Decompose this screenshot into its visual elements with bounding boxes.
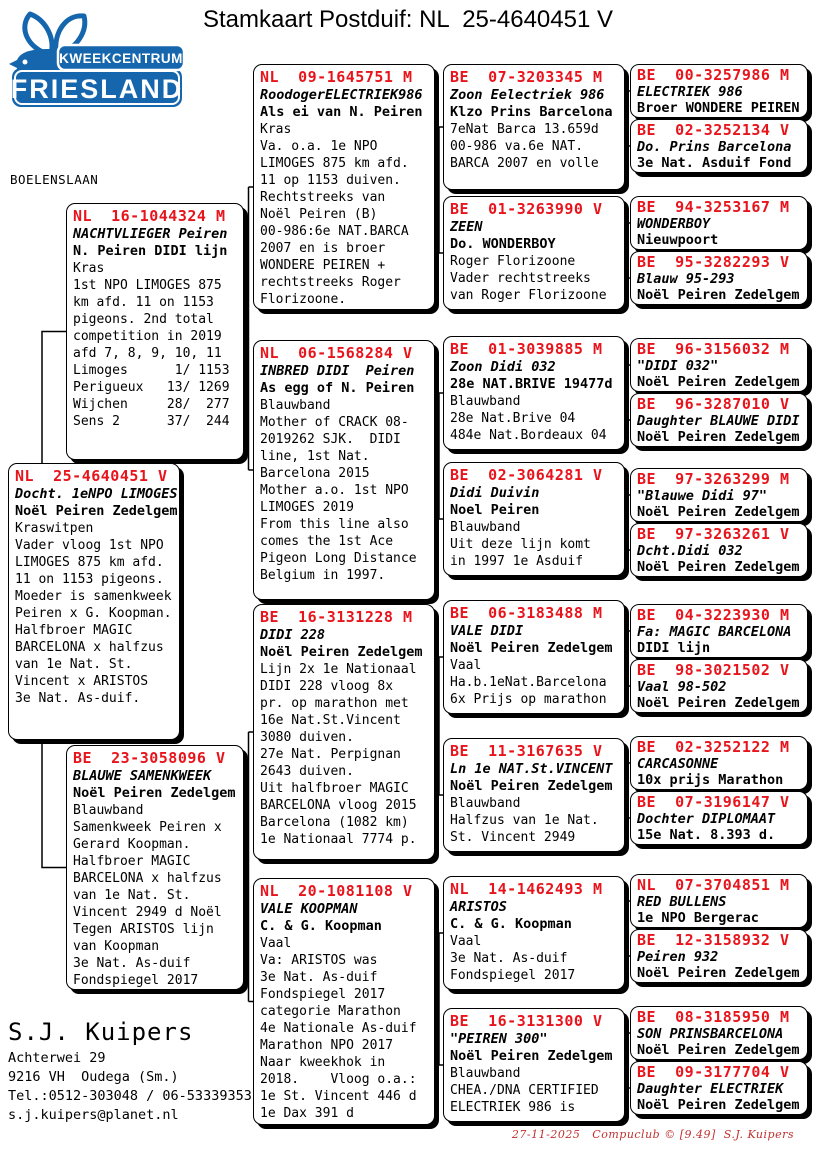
info-line: LIMOGES 875 km afd. [15,555,164,570]
pigeon-name: RED BULLENS [637,894,727,910]
pigeon-name: VALE KOOPMAN [260,901,358,917]
info-line: Halfbroer MAGIC [15,623,133,638]
info-line: Pigeon Long Distance [260,551,417,566]
ring-number: BE 01-3263990 V [450,200,603,218]
pedigree-box-g3 [253,604,435,860]
info-line: Blauwband [450,796,521,811]
info-line: Samenkweek Peiren x [73,820,222,835]
info-line: 11 op 1153 duiven. [260,173,401,188]
info-line: St. Vincent 2949 [450,830,576,845]
pedigree-box-father [66,203,244,460]
info-line: 00-986:6e NAT.BARCA [260,224,409,239]
pedigree-box-ggg9 [630,604,808,658]
pigeon-owner: Noël Peiren Zedelgem [637,429,800,445]
pigeon-name: Blauw 95-293 [637,271,735,287]
pigeon-owner: N. Peiren DIDI lijn [73,243,228,259]
info-line: van Koopman [73,939,160,954]
info-line: Noël Peiren (B) [260,207,378,222]
pigeon-name: CARCASONNE [637,756,719,772]
ring-number: BE 07-3203345 M [450,68,603,86]
ring-number: BE 06-3183488 M [450,604,603,622]
pigeon-owner: Broer WONDERE PEIREN [637,100,800,116]
pedigree-box-ggg6 [630,393,808,447]
ring-number: BE 23-3058096 V [73,749,226,767]
ring-number: BE 98-3021502 V [637,661,790,679]
info-line: in 1997 1e Asduif [450,554,584,569]
pedigree-box-gg1 [443,64,625,190]
info-line: Blauwband [260,398,331,413]
ring-number: BE 04-3223930 M [637,606,790,624]
info-line: BARCELONA x halfzus [73,871,222,886]
info-line: 3e Nat. As-duif [260,970,378,985]
info-line: Uit deze lijn komt [450,537,591,552]
ring-number: BE 02-3252122 M [637,738,790,756]
ring-number: NL 14-1462493 M [450,880,603,898]
info-line: rechtstreeks Roger [260,275,401,290]
pigeon-owner: Noël Peiren Zedelgem [73,785,236,801]
info-line: Fondspiegel 2017 [260,987,386,1002]
pigeon-name: Didi Duivin [450,485,540,501]
info-line: 6x Prijs op marathon [450,692,607,707]
info-line: Vincent x ARISTOS [15,674,149,689]
pigeon-name: BLAUWE SAMENKWEEK [73,768,212,784]
info-line: Blauwband [450,520,521,535]
ring-number: BE 16-3131300 V [450,1012,603,1030]
info-line: Kras [73,261,105,276]
pigeon-name: WONDERBOY [637,216,711,232]
pedigree-box-gg8 [443,1008,625,1122]
pigeon-name: Peiren 932 [637,949,719,965]
ring-number: NL 07-3704851 M [637,876,790,894]
pedigree-box-gg2 [443,196,625,310]
info-line: CHEA./DNA CERTIFIED [450,1083,599,1098]
pigeon-name: "DIDI 032" [637,358,719,374]
pigeon-owner: Noël Peiren Zedelgem [637,374,800,390]
pedigree-box-gg3 [443,336,625,450]
page-title: Stamkaart Postduif: NL 25-4640451 V [202,6,613,33]
pigeon-name: VALE DIDI [450,623,524,639]
info-line: pr. op marathon met [260,696,409,711]
info-line: Fondspiegel 2017 [73,973,199,988]
ring-number: BE 01-3039885 M [450,340,603,358]
pigeon-name: Do. Prins Barcelona [637,139,792,155]
info-line: 3e Nat. As-duif [73,956,191,971]
pigeon-name: ELECTRIEK 986 [637,84,743,100]
pigeon-name: SON PRINSBARCELONA [637,1026,784,1042]
info-line: Blauwband [450,394,521,409]
ring-number: BE 02-3252134 V [637,121,790,139]
info-line: Mother a.o. 1st NPO [260,483,409,498]
info-line: Limoges 1/ 1153 [73,363,230,378]
logo-friesland-label: FRIESLAND [10,74,184,104]
info-line: Vaal [450,934,482,949]
info-line: Vader vloog 1st NPO [15,538,164,553]
pedigree-box-ggg15 [630,1006,808,1060]
pigeon-owner: 28e NAT.BRIVE 19477d [450,376,613,392]
info-line: pigeons. 2nd total [73,312,214,327]
info-line: Blauwband [73,803,144,818]
pigeon-owner: Noël Peiren Zedelgem [637,1097,800,1113]
footer-credit: 27-11-2025 Compuclub © [9.49] S.J. Kuipers [511,1128,794,1141]
pedigree-box-g1 [253,64,435,310]
pigeon-name: "PEIREN 300" [450,1031,548,1047]
ring-number: NL 20-1081108 V [260,882,413,900]
info-line: Peiren x G. Koopman. [15,606,172,621]
info-line: Kraswitpen [15,521,94,536]
pigeon-owner: 3e Nat. Asduif Fond [637,155,792,171]
info-line: van 1e Nat. St. [73,888,191,903]
ring-number: NL 09-1645751 M [260,68,413,86]
info-line: BARCELONA x halfzus [15,640,164,655]
pigeon-name: Fa: MAGIC BARCELONA [637,624,792,640]
info-line: Moeder is samenkweek [15,589,172,604]
info-line: Kras [260,122,292,137]
pigeon-owner: 10x prijs Marathon [637,772,784,788]
ring-number: BE 96-3287010 V [637,395,790,413]
info-line: van 1e Nat. St. [15,657,133,672]
info-line: 2019262 SJK. DIDI [260,432,401,447]
pigeon-owner: DIDI lijn [637,640,711,656]
pigeon-owner: Do. WONDERBOY [450,236,556,252]
info-line: Ha.b.1eNat.Barcelona [450,675,607,690]
pigeon-owner: Noël Peiren Zedelgem [260,644,423,660]
pedigree-box-ggg4 [630,251,808,305]
info-line: Florizoone. [260,292,347,307]
pigeon-owner: Klzo Prins Barcelona [450,104,613,120]
owner-city-line: 9216 VH Oudega (Sm.) [8,1069,179,1085]
info-line: 28e Nat.Brive 04 [450,411,576,426]
pedigree-box-ggg5 [630,338,808,392]
pedigree-box-gg6 [443,738,625,852]
info-line: LIMOGES 875 km afd. [260,156,409,171]
info-line: Vincent 2949 d Noël [73,905,222,920]
pigeon-name: RoodogerELECTRIEK986 [260,87,423,103]
info-line: 1e St. Vincent 446 d [260,1089,417,1104]
pigeon-owner: C. & G. Koopman [450,916,572,932]
info-line: 7eNat Barca 13.659d [450,122,599,137]
info-line: 3080 duiven. [260,730,354,745]
info-line: Va: ARISTOS was [260,953,378,968]
pedigree-box-gg5 [443,600,625,714]
info-line: Vaal [450,658,482,673]
info-line: 1st NPO LIMOGES 875 [73,278,222,293]
info-line: 4e Nationale As-duif [260,1021,417,1036]
info-line: 3e Nat. As-duif. [15,691,141,706]
ring-number: BE 97-3263261 V [637,525,790,543]
pigeon-name: Docht. 1eNPO LIMOGES [15,486,178,502]
ring-number: NL 06-1568284 V [260,344,413,362]
info-line: BARCA 2007 en volle [450,156,599,171]
pigeon-name: INBRED DIDI Peiren [260,363,415,379]
logo-kweekcentrum-label: KWEEKCENTRUM [59,51,183,66]
info-line: Fondspiegel 2017 [450,968,576,983]
info-line: Vaal [260,936,292,951]
info-line: LIMOGES 2019 [260,500,354,515]
pigeon-name: Zoon Didi 032 [450,359,556,375]
ring-number: BE 96-3156032 M [637,340,790,358]
ring-number: BE 12-3158932 V [637,931,790,949]
pigeon-owner: Nieuwpoort [637,232,719,248]
pigeon-name: NACHTVLIEGER Peiren [73,226,228,242]
ring-number: BE 97-3263299 M [637,470,790,488]
pedigree-box-ggg16 [630,1061,808,1115]
pedigree-box-ggg12 [630,791,808,845]
pedigree-box-ggg13 [630,874,808,928]
pedigree-box-g2 [253,340,435,600]
pedigree-box-ggg7 [630,468,808,522]
pedigree-box-gg4 [443,462,625,576]
pedigree-box-ggg10 [630,659,808,713]
info-line: comes the 1st Ace [260,534,394,549]
info-line: Perigueux 13/ 1269 [73,380,230,395]
info-line: Halfbroer MAGIC [73,854,191,869]
pedigree-box-ggg3 [630,196,808,250]
info-line: 00-986 va.6e NAT. [450,139,584,154]
info-line: Tegen ARISTOS lijn [73,922,214,937]
info-line: Roger Florizoone [450,254,576,269]
ring-number: BE 94-3253167 M [637,198,790,216]
pedigree-box-ggg8 [630,523,808,577]
pedigree-box-ggg1 [630,64,808,118]
pedigree-box-subject [8,463,180,740]
pigeon-owner: Noël Peiren Zedelgem [637,1042,800,1058]
info-line: Marathon NPO 2017 [260,1038,394,1053]
owner-address-line: Achterwei 29 [8,1050,106,1066]
pedigree-box-gg7 [443,876,625,990]
pigeon-owner: Noël Peiren Zedelgem [637,965,800,981]
owner-email-line: s.j.kuipers@planet.nl [8,1107,179,1123]
pigeon-owner: Noël Peiren Zedelgem [637,559,800,575]
pigeon-owner: Noël Peiren Zedelgem [450,778,613,794]
ring-number: BE 02-3064281 V [450,466,603,484]
info-line: 1e Nationaal 7774 p. [260,832,417,847]
pigeon-name: DIDI 228 [260,627,326,643]
info-line: DIDI 228 vloog 8x [260,679,394,694]
info-line: 2018. Vloog o.a.: [260,1072,417,1087]
info-line: Vader rechtstreeks [450,271,591,286]
pigeon-owner: Noel Peiren [450,502,540,518]
info-line: Blauwband [450,1066,521,1081]
pigeon-name: Daughter BLAUWE DIDI [637,413,800,429]
info-line: Halfzus van 1e Nat. [450,813,599,828]
pigeon-owner: Noël Peiren Zedelgem [450,640,613,656]
pigeon-owner: Noël Peiren Zedelgem [637,695,800,711]
info-line: van Roger Florizoone [450,288,607,303]
info-line: Wijchen 28/ 277 [73,397,230,412]
pedigree-box-ggg11 [630,736,808,790]
info-line: Naar kweekhok in [260,1055,386,1070]
ring-number: BE 16-3131228 M [260,608,413,626]
info-line: Belgium in 1997. [260,568,386,583]
pigeon-name: Daughter ELECTRIEK [637,1081,784,1097]
pigeon-owner: C. & G. Koopman [260,918,382,934]
pedigree-box-mother [66,745,244,990]
ring-number: BE 08-3185950 M [637,1008,790,1026]
ring-number: BE 09-3177704 V [637,1063,790,1081]
info-line: BARCELONA vloog 2015 [260,798,417,813]
info-line: Barcelona 2015 [260,466,370,481]
ring-number: NL 25-4640451 V [15,467,168,485]
pigeon-owner: Als ei van N. Peiren [260,104,423,120]
info-line: 1e Dax 391 d [260,1106,354,1121]
info-line: From this line also [260,517,409,532]
info-line: 16e Nat.St.Vincent [260,713,401,728]
pigeon-owner: As egg of N. Peiren [260,380,415,396]
pedigree-box-ggg2 [630,119,808,173]
info-line: 484e Nat.Bordeaux 04 [450,428,607,443]
pigeon-name: Vaal 98-502 [637,679,727,695]
pigeon-name: ARISTOS [450,899,507,915]
info-line: Gerard Koopman. [73,837,191,852]
pedigree-box-g4 [253,878,435,1125]
info-line: categorie Marathon [260,1004,401,1019]
owner-phone-line: Tel.:0512-303048 / 06-53339353 [8,1088,252,1104]
ring-number: BE 00-3257986 M [637,66,790,84]
location-label: BOELENSLAAN [10,172,99,187]
info-line: 2643 duiven. [260,764,354,779]
info-line: 3e Nat. As-duif [450,951,568,966]
info-line: 11 on 1153 pigeons. [15,572,164,587]
info-line: WONDERE PEIREN + [260,258,386,273]
pigeon-owner: 1e NPO Bergerac [637,910,759,926]
owner-name: S.J. Kuipers [8,1018,194,1046]
ring-number: BE 07-3196147 V [637,793,790,811]
info-line: km afd. 11 on 1153 [73,295,214,310]
info-line: Uit halfbroer MAGIC [260,781,409,796]
info-line: Rechtstreeks van [260,190,386,205]
pigeon-owner: Noël Peiren Zedelgem [15,503,178,519]
info-line: 2007 en is broer [260,241,386,256]
pigeon-name: ZEEN [450,219,483,235]
pedigree-box-ggg14 [630,929,808,983]
info-line: line, 1st Nat. [260,449,370,464]
info-line: 27e Nat. Perpignan [260,747,401,762]
pigeon-name: Dcht.Didi 032 [637,543,743,559]
info-line: Mother of CRACK 08- [260,415,409,430]
info-line: Va. o.a. 1e NPO [260,139,378,154]
ring-number: BE 95-3282293 V [637,253,790,271]
pigeon-name: Ln 1e NAT.St.VINCENT [450,761,613,777]
info-line: Barcelona (1082 km) [260,815,409,830]
pigeon-owner: Noël Peiren Zedelgem [450,1048,613,1064]
pigeon-name: Dochter DIPLOMAAT [637,811,776,827]
info-line: competition in 2019 [73,329,222,344]
ring-number: NL 16-1044324 M [73,207,226,225]
pigeon-owner: Noël Peiren Zedelgem [637,287,800,303]
info-line: Sens 2 37/ 244 [73,414,230,429]
info-line: Lijn 2x 1e Nationaal [260,662,417,677]
pigeon-name: Zoon Eelectriek 986 [450,87,605,103]
info-line: ELECTRIEK 986 is [450,1100,576,1115]
pigeon-owner: 15e Nat. 8.393 d. [637,827,776,843]
ring-number: BE 11-3167635 V [450,742,603,760]
info-line: afd 7, 8, 9, 10, 11 [73,346,222,361]
pigeon-owner: Noël Peiren Zedelgem [637,504,800,520]
pigeon-name: "Blauwe Didi 97" [637,488,768,504]
